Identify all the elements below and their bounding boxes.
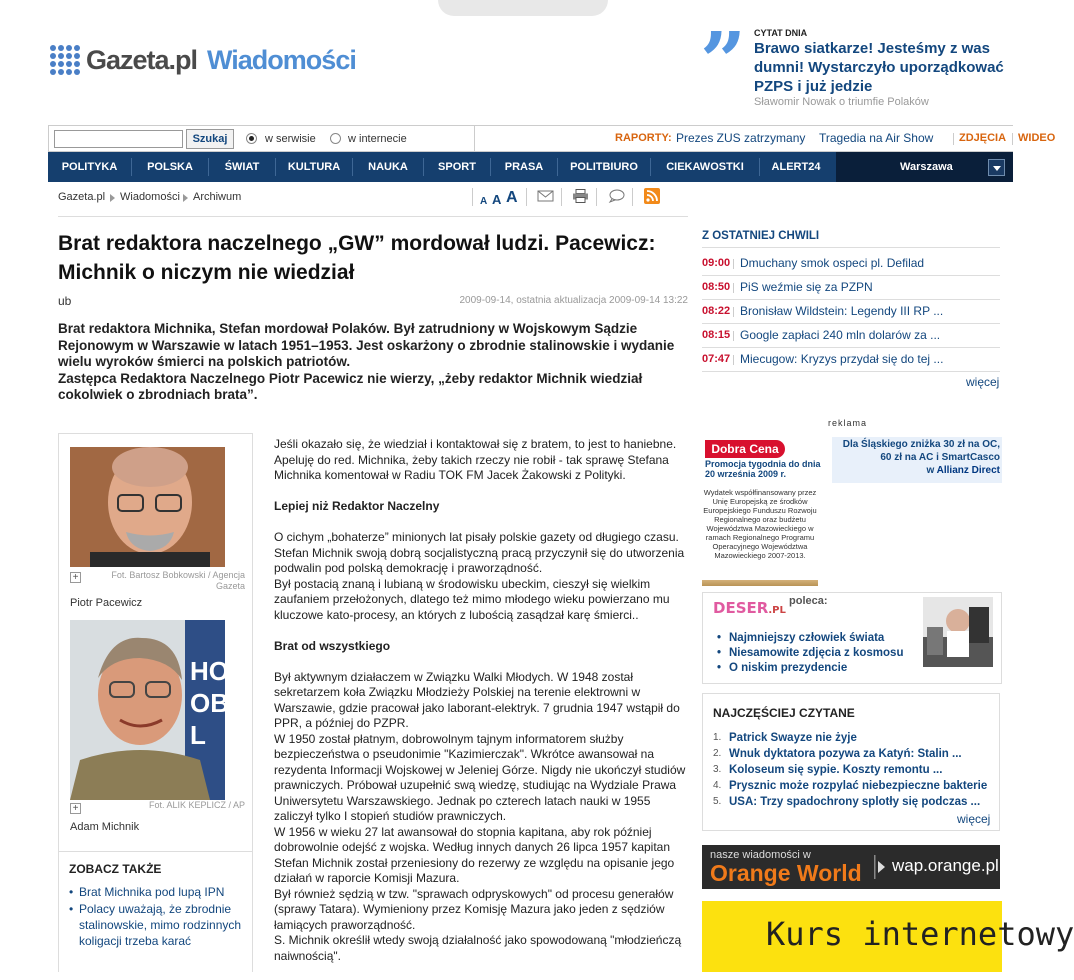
photo-pacewicz[interactable] [70, 447, 225, 567]
allianz-ad[interactable] [702, 437, 1002, 483]
site-logo[interactable] [50, 42, 356, 78]
nav-item-sport[interactable]: SPORT [438, 161, 476, 173]
ad-offer-text [834, 438, 1000, 477]
print-icon[interactable] [572, 189, 589, 203]
divider [733, 355, 734, 365]
article-lead [58, 321, 698, 404]
ad-offer-word: w [926, 465, 935, 476]
dobra-cena-badge: Dobra Cena [705, 440, 785, 458]
city-selector[interactable] [836, 152, 1013, 182]
photos-link[interactable]: ZDJĘCIA [959, 132, 1007, 144]
most-read-headline[interactable]: Prysznic może rozpylać niebezpieczne bakterie [729, 780, 988, 792]
top-notch [438, 0, 608, 16]
deser-photo[interactable] [923, 597, 993, 667]
svg-text:HO: HO [190, 656, 229, 686]
latest-news-item[interactable] [702, 300, 1000, 324]
reports-bar [474, 126, 1056, 151]
most-read-number: 4. [713, 780, 722, 791]
orange-brand: Orange World [710, 860, 862, 886]
nav-item-swiat[interactable]: ŚWIAT [224, 161, 260, 173]
latest-news-item[interactable] [702, 324, 1000, 348]
city-label: Warszawa [900, 161, 953, 173]
most-read-headline[interactable]: Wnuk dyktatora pozywa za Katyń: Stalin ... [729, 748, 962, 760]
email-icon[interactable] [537, 189, 554, 203]
deser-logo-suffix: .PL [768, 605, 786, 616]
divider [733, 259, 734, 269]
quote-mark-icon: ” [700, 14, 747, 108]
ad-label: reklama [828, 418, 868, 428]
divider [702, 247, 1000, 248]
rss-icon[interactable] [644, 188, 660, 204]
article-images [58, 433, 253, 851]
search-bar [48, 125, 1056, 152]
font-large-button[interactable]: A [506, 189, 518, 206]
article-body [274, 437, 690, 980]
nav-item-nauka[interactable]: NAUKA [368, 161, 408, 173]
quote-author: Sławomir Nowak o triumfie Polaków [754, 96, 929, 108]
radio-site-label: w serwisie [265, 133, 316, 145]
most-read-box [702, 693, 1000, 831]
divider [58, 216, 688, 217]
main-nav [48, 152, 1013, 182]
divider [1012, 133, 1013, 145]
news-time: 08:50 [702, 281, 731, 293]
orange-url: wap.orange.pl [892, 856, 999, 875]
divider [953, 133, 954, 145]
body-subheading: Brat od wszystkiego [274, 638, 391, 653]
see-also-link[interactable]: • Brat Michnika pod lupą IPN [69, 884, 254, 900]
nav-item-alert24[interactable]: ALERT24 [771, 161, 821, 173]
body-subheading: Lepiej niż Redaktor Naczelny [274, 499, 440, 513]
body-paragraph: O cichym „bohaterze” minionych lat pisały polskie gazety od długiego czasu. Stefan Michnik swoją dobrą socjalistyczną pracą przyczynił się do utworzenia podwalin pod polską demokrację i praworządność. [274, 530, 685, 575]
logo-section: Wiadomości [207, 44, 356, 75]
breadcrumb-archive[interactable]: Archiwum [193, 191, 242, 203]
chevron-down-icon[interactable] [988, 159, 1005, 176]
body-paragraph: Był również sędzią w tzw. "sprawach odpryskowych" od procesu generałów (sprawy Tatara). Wymieniony przez Komisję Mazura jako jeden z sędziów łamiących praworządność. [274, 886, 674, 932]
article-date: 2009-09-14, ostatnia aktualizacja 2009-09-14 13:22 [459, 295, 688, 306]
nav-item-prasa[interactable]: PRASA [504, 161, 544, 173]
breadcrumb-arrow-icon [110, 194, 119, 202]
breadcrumb-home[interactable]: Gazeta.pl [58, 191, 106, 203]
nav-item-kultura[interactable]: KULTURA [287, 161, 341, 173]
most-read-more-link[interactable]: więcej [957, 812, 991, 826]
body-paragraph: Był aktywnym działaczem w Związku Walki Młodych. W 1948 został sekretarzem koła Związku Młodzieży Polskiej na terenie elektrowni w Warszawie, gdzie pracował jako laborant-elektryk. 7 grudnia 1947 wstąpił do PPR, a później do PZPR. [274, 669, 680, 730]
orange-world-ad[interactable] [702, 845, 1000, 889]
allianz-logo: Allianz Direct [936, 465, 1000, 476]
photo-caption-name: Piotr Pacewicz [70, 597, 143, 609]
news-headline[interactable]: PiS weźmie się za PZPN [740, 280, 873, 294]
report-link-zus[interactable]: Prezes ZUS zatrzymany [676, 131, 806, 145]
body-paragraph: W 1950 został płatnym, dobrowolnym tajnym informatorem służby bezpieczeństwa o pseudonimie "Kazimierczak". Wkrótce awansował na rezydenta Informacji Wojskowej w Jeleniej Górze. Nigdy nie ukończył studiów prawniczych. Próbował uzupełnić swą wiedzę, studiując na Wydziale Prawa Uniwersytetu Warszawskiego. Jednak po czterech latach nauki w 1955 zaliczył tylko I stopień studiów prawniczych. [274, 731, 686, 823]
divider [472, 188, 473, 206]
logo-dots-icon [50, 45, 80, 75]
body-paragraph: W 1956 w wieku 27 lat awansował do stopnia kapitana, aby rok później dobrowolnie odejść z wojska. Według innych danych 26 lipca 1957 kapitan Stefan Michnik został przeniesiony do rezerwy ze względu na opisanie jego działań w raporcie Komisji Mazura. [274, 824, 675, 885]
most-read-number: 1. [713, 732, 722, 743]
body-paragraph: Był postacią znaną i lubianą w środowisku ubeckim, cieszył się wielkim zaufaniem przełożonych, dlatego też mimo młodego wieku powierzano mu kluczowe kato-procesy, an których z lubością zasądzał karę śmierci.. [274, 576, 670, 622]
svg-text:L: L [190, 720, 206, 750]
lead-paragraph: Brat redaktora Michnika, Stefan mordował Polaków. Był zatrudniony w Wojskowym Sądzie Rejonowym w Warszawie w latach 1951–1953. Jest oskarżony o zbrodnie stalinowskie i wydanie wielu wyroków śmierci na polskich patriotów. [58, 321, 675, 369]
deser-logo-text: DESER [713, 599, 769, 617]
search-button[interactable]: Szukaj [186, 129, 234, 149]
ad-promo-text: Promocja tygodnia do dnia 20 września 2009 r. [705, 459, 821, 479]
course-ad-text: Kurs internetowy [766, 915, 1074, 953]
enlarge-icon[interactable]: + [70, 803, 81, 814]
deser-link[interactable]: • O niskim prezydencie [713, 661, 903, 676]
see-also-link[interactable]: • Polacy uważają, że zbrodnie stalinowskie, mimo rodzinnych koligacji trzeba karać [69, 901, 254, 949]
see-also-title: ZOBACZ TAKŻE [69, 862, 162, 876]
divider [733, 283, 734, 293]
news-time: 07:47 [702, 353, 731, 365]
enlarge-icon[interactable]: + [70, 572, 81, 583]
deser-box [702, 592, 1002, 684]
search-input[interactable] [54, 130, 183, 148]
ad-promo-area [702, 437, 832, 483]
reports-label: RAPORTY: [615, 132, 672, 144]
logo-brand: Gazeta.pl [86, 44, 198, 75]
most-read-headline[interactable]: Koloseum się sypie. Koszty remontu ... [729, 764, 943, 776]
divider [596, 188, 597, 206]
news-headline[interactable]: Google zapłaci 240 mln dolarów za ... [740, 328, 941, 342]
news-time: 09:00 [702, 257, 731, 269]
photo-michnik[interactable] [70, 620, 229, 800]
news-headline[interactable]: Bronisław Wildstein: Legendy III RP ... [740, 304, 944, 318]
news-headline[interactable]: Miecugow: Kryzys przydał się do tej ... [740, 352, 944, 366]
quote-label: CYTAT DNIA [754, 28, 808, 38]
most-read-number: 5. [713, 796, 722, 807]
body-paragraph: S. Michnik określił wtedy swoją działalność jako spowodowaną "młodzieńczą naiwnością". [274, 933, 682, 963]
deser-poleca-label: poleca: [789, 595, 828, 607]
font-medium-button[interactable]: A [492, 192, 502, 207]
divider [733, 307, 734, 317]
nav-item-polityka[interactable]: POLITYKA [61, 161, 118, 173]
ad-offer-line: Dla Śląskiego zniżka 30 zł na OC, [842, 439, 1000, 450]
breadcrumb-arrow-icon [183, 194, 192, 202]
divider [526, 188, 527, 206]
divider [632, 188, 633, 206]
article-title: Brat redaktora naczelnego „GW” mordował ludzi. Pacewicz: Michnik o niczym nie wiedział [58, 232, 656, 284]
nav-item-politbiuro[interactable]: POLITBIURO [570, 161, 638, 173]
ad-offer-line: 60 zł na AC i SmartCasco [880, 452, 1000, 463]
latest-more-link[interactable]: więcej [966, 375, 1000, 389]
body-paragraph: Jeśli okazało się, że wiedział i kontaktował się z bratem, to jest to haniebne. Apeluję do red. Michnika, żeby takich rzeczy nie robił - tak sprawę Stefana Michnika komentował w Radiu TOK FM Jacek Żakowski z Polityki. [274, 437, 677, 482]
photo-credit: Fot. ALIK KEPLICZ / AP [148, 800, 245, 810]
photo-caption-name: Adam Michnik [70, 821, 140, 833]
nav-item-ciekawostki[interactable]: CIEKAWOSTKI [666, 161, 744, 173]
latest-news-item[interactable] [702, 276, 1000, 300]
latest-news-title: Z OSTATNIEJ CHWILI [702, 230, 820, 242]
lead-paragraph: Zastępca Redaktora Naczelnego Piotr Pacewicz nie wierzy, „żeby redaktor Michnik wiedział cokolwiek o zbrodniach brata”. [58, 370, 643, 402]
eu-info-text: Wydatek współfinansowany przez Unię Europejską ze środków Europejskiego Funduszu Rozwoju Regionalnego oraz budżetu Województwa Mazowieckiego w ramach Regionalnego Programu Operacyjnego Województwa Mazowieckiego 2007-2013. [703, 488, 817, 560]
most-read-headline[interactable]: USA: Trzy spadochrony splotły się podczas ... [729, 796, 981, 808]
orange-small-text: nasze wiadomości w [710, 849, 811, 861]
font-small-button[interactable]: A [480, 196, 488, 207]
news-time: 08:15 [702, 329, 731, 341]
most-read-headline[interactable]: Patrick Swayze nie żyje [729, 732, 857, 744]
deser-logo[interactable] [713, 599, 786, 617]
deser-link[interactable]: • Niesamowite zdjęcia z kosmosu [713, 646, 903, 661]
comment-icon[interactable] [608, 189, 625, 203]
breadcrumb-section[interactable]: Wiadomości [120, 191, 180, 203]
latest-news-item[interactable] [702, 348, 1000, 372]
latest-news-item[interactable] [702, 252, 1000, 276]
news-headline[interactable]: Dmuchany smok ospeci pl. Defilad [740, 256, 925, 270]
divider [561, 188, 562, 206]
svg-text:OB: OB [190, 688, 229, 718]
article-author: ub [58, 294, 72, 308]
most-read-number: 3. [713, 764, 722, 775]
photo-credit: Fot. Bartosz Bobkowski / Agencja Gazeta [111, 570, 245, 591]
most-read-title: NAJCZĘŚCIEJ CZYTANE [713, 706, 855, 720]
divider [733, 331, 734, 341]
video-link[interactable]: WIDEO [1018, 132, 1056, 144]
news-time: 08:22 [702, 305, 731, 317]
report-link-airshow[interactable]: Tragedia na Air Show [819, 131, 934, 145]
radio-web[interactable] [330, 133, 341, 144]
arrow-right-icon [874, 855, 886, 879]
course-ad[interactable] [702, 901, 1074, 972]
radio-site[interactable] [246, 133, 257, 144]
nav-item-polska[interactable]: POLSKA [147, 161, 193, 173]
quote-text[interactable]: Brawo siatkarze! Jesteśmy z was dumni! Wystarczyło uporządkować PZPS i już jedzie [754, 40, 1004, 95]
deser-link[interactable]: • Najmniejszy człowiek świata [713, 631, 903, 646]
most-read-number: 2. [713, 748, 722, 759]
radio-web-label: w internecie [348, 133, 407, 145]
eu-bar [702, 580, 818, 586]
see-also-box [58, 851, 253, 972]
